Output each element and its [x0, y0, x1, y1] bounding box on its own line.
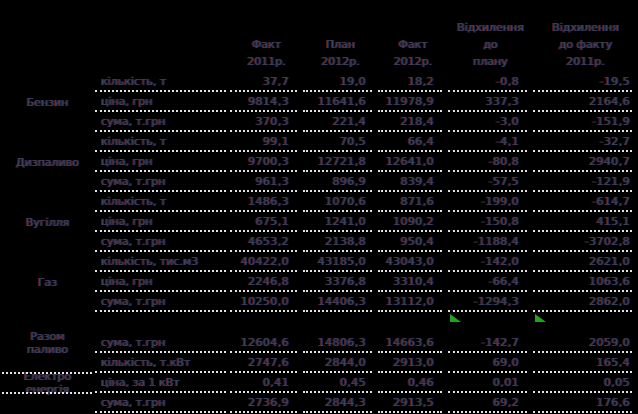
value-cell: 99,1: [230, 132, 297, 152]
column-header-line: 2012р.: [393, 55, 433, 68]
value-cell: 950,4: [378, 232, 442, 252]
value-cell: 2913,0: [378, 353, 442, 373]
value-cell: -4,1: [448, 132, 527, 152]
column-header-line: 2011р.: [247, 55, 286, 68]
group-label-line: Разом: [30, 330, 65, 343]
value-cell: 18,2: [378, 72, 442, 92]
value-cell: 11641,6: [303, 92, 372, 112]
value-cell: 221,4: [303, 112, 372, 132]
value-cell: 4653,2: [230, 232, 297, 252]
value-cell: 2747,6: [230, 353, 297, 373]
value-cell: 896,9: [303, 172, 372, 192]
value-cell: 2913,5: [378, 393, 442, 413]
value-cell: 675,1: [230, 212, 297, 232]
metric-label: сума, т.грн: [95, 292, 226, 312]
column-header-line: План: [325, 38, 356, 51]
value-cell: 176,6: [533, 393, 632, 413]
value-cell: 3310,4: [378, 272, 442, 292]
metric-label: ціна, грн: [95, 92, 226, 112]
value-cell: -32,7: [533, 132, 632, 152]
metric-label: кількість, т: [95, 132, 226, 152]
column-header-line: Факт: [251, 38, 282, 51]
value-cell: 2246,8: [230, 272, 297, 292]
column-header-line: Відхилення: [457, 21, 524, 34]
value-cell: 11978,9: [378, 92, 442, 112]
value-cell: 2164,6: [533, 92, 632, 112]
group-label: [0, 353, 95, 413]
value-cell: -142,7: [448, 333, 527, 353]
value-cell: 0,01: [448, 373, 527, 393]
metric-label: ціна, грн: [95, 272, 226, 292]
column-header: [303, 0, 378, 72]
value-cell: -142,0: [448, 252, 527, 272]
left-dotted-divider: [2, 392, 92, 394]
value-cell: -66,4: [448, 272, 527, 292]
value-cell: 370,3: [230, 112, 297, 132]
group-label: [0, 132, 95, 192]
column-header-line: Факт: [398, 38, 428, 51]
metric-label: ціна, за 1 кВт: [95, 373, 226, 393]
metric-label: ціна, грн: [95, 152, 226, 172]
value-cell: 70,5: [303, 132, 372, 152]
group-label-line: Дизпаливо: [16, 155, 79, 169]
value-cell: 12604,6: [230, 333, 297, 353]
value-cell: 10250,0: [230, 292, 297, 312]
value-cell: 3376,8: [303, 272, 372, 292]
value-cell: 2736,9: [230, 393, 297, 413]
value-cell: 37,7: [230, 72, 297, 92]
group-label-line: енергія: [25, 383, 70, 396]
marker-cell: [448, 312, 533, 333]
value-cell: -150,8: [448, 212, 527, 232]
value-cell: 19,0: [303, 72, 372, 92]
group-label-line: паливо: [26, 343, 69, 356]
metric-label: кількість, тис.м3: [95, 252, 226, 272]
column-header-line: до факту: [558, 38, 613, 51]
metric-label: сума, т.грн: [95, 333, 226, 353]
metric-label: сума, т.грн: [95, 393, 226, 413]
value-cell: -121,9: [533, 172, 632, 192]
metric-label: сума, т.грн: [95, 172, 226, 192]
metric-label: кількість, т: [95, 72, 226, 92]
value-cell: 14806,3: [303, 333, 372, 353]
value-cell: 43043,0: [378, 252, 442, 272]
green-corner-marker-icon: [450, 314, 461, 322]
value-cell: -19,5: [533, 72, 632, 92]
column-header-line: 2012р.: [321, 55, 360, 68]
value-cell: -3702,8: [533, 232, 632, 252]
metric-label: сума, т.грн: [95, 232, 226, 252]
value-cell: 165,4: [533, 353, 632, 373]
value-cell: 218,4: [378, 112, 442, 132]
value-cell: 0,46: [378, 373, 442, 393]
metric-label: кількість, т.кВт: [95, 353, 226, 373]
value-cell: 1090,2: [378, 212, 442, 232]
value-cell: -1188,4: [448, 232, 527, 252]
value-cell: 415,1: [533, 212, 632, 232]
metric-label: сума, т.грн: [95, 112, 226, 132]
value-cell: 13112,0: [378, 292, 442, 312]
value-cell: 9700,3: [230, 152, 297, 172]
metric-label: кількість, т: [95, 192, 226, 212]
value-cell: 69,2: [448, 393, 527, 413]
value-cell: -614,7: [533, 192, 632, 212]
value-cell: -3,0: [448, 112, 527, 132]
value-cell: 871,6: [378, 192, 442, 212]
group-label: [0, 192, 95, 252]
value-cell: 0,05: [533, 373, 632, 393]
group-label-line: Газ: [37, 275, 58, 289]
value-cell: 1070,6: [303, 192, 372, 212]
group-label-line: Електро: [23, 370, 72, 383]
value-cell: -199,0: [448, 192, 527, 212]
value-cell: 12641,0: [378, 152, 442, 172]
group-label: [0, 252, 95, 312]
value-cell: 40422,0: [230, 252, 297, 272]
value-cell: 2940,7: [533, 152, 632, 172]
value-cell: 12721,8: [303, 152, 372, 172]
value-cell: 2621,0: [533, 252, 632, 272]
group-label-line: Вугілля: [25, 215, 70, 229]
value-cell: -0,8: [448, 72, 527, 92]
value-cell: 69,0: [448, 353, 527, 373]
value-cell: -80,8: [448, 152, 527, 172]
value-cell: 1486,3: [230, 192, 297, 212]
value-cell: 2844,3: [303, 393, 372, 413]
column-header: [448, 0, 533, 72]
column-header: [378, 0, 448, 72]
left-dotted-divider: [2, 372, 92, 374]
value-cell: 43185,0: [303, 252, 372, 272]
marker-cell: [533, 312, 638, 333]
value-cell: 14406,3: [303, 292, 372, 312]
column-header: [230, 0, 303, 72]
metric-label: ціна, грн: [95, 212, 226, 232]
value-cell: 66,4: [378, 132, 442, 152]
value-cell: 2138,8: [303, 232, 372, 252]
group-label: [0, 330, 95, 356]
column-header: [533, 0, 638, 72]
value-cell: 0,41: [230, 373, 297, 393]
value-cell: 337,3: [448, 92, 527, 112]
value-cell: 1241,0: [303, 212, 372, 232]
value-cell: 9814,3: [230, 92, 297, 112]
value-cell: 839,4: [378, 172, 442, 192]
value-cell: 2844,0: [303, 353, 372, 373]
group-label-line: Бензин: [26, 95, 69, 109]
group-label: [0, 72, 95, 132]
value-cell: -1294,3: [448, 292, 527, 312]
column-header-line: до: [483, 38, 498, 51]
value-cell: 0,45: [303, 373, 372, 393]
green-corner-marker-icon: [535, 314, 546, 322]
column-header-line: Відхилення: [552, 21, 619, 34]
column-header-line: плану: [473, 55, 508, 68]
value-cell: 1063,6: [533, 272, 632, 292]
value-cell: -57,5: [448, 172, 527, 192]
value-cell: -151,9: [533, 112, 632, 132]
value-cell: 2059,0: [533, 333, 632, 353]
value-cell: 14663,6: [378, 333, 442, 353]
column-header-line: 2011р.: [566, 55, 605, 68]
value-cell: 2862,0: [533, 292, 632, 312]
value-cell: 961,3: [230, 172, 297, 192]
